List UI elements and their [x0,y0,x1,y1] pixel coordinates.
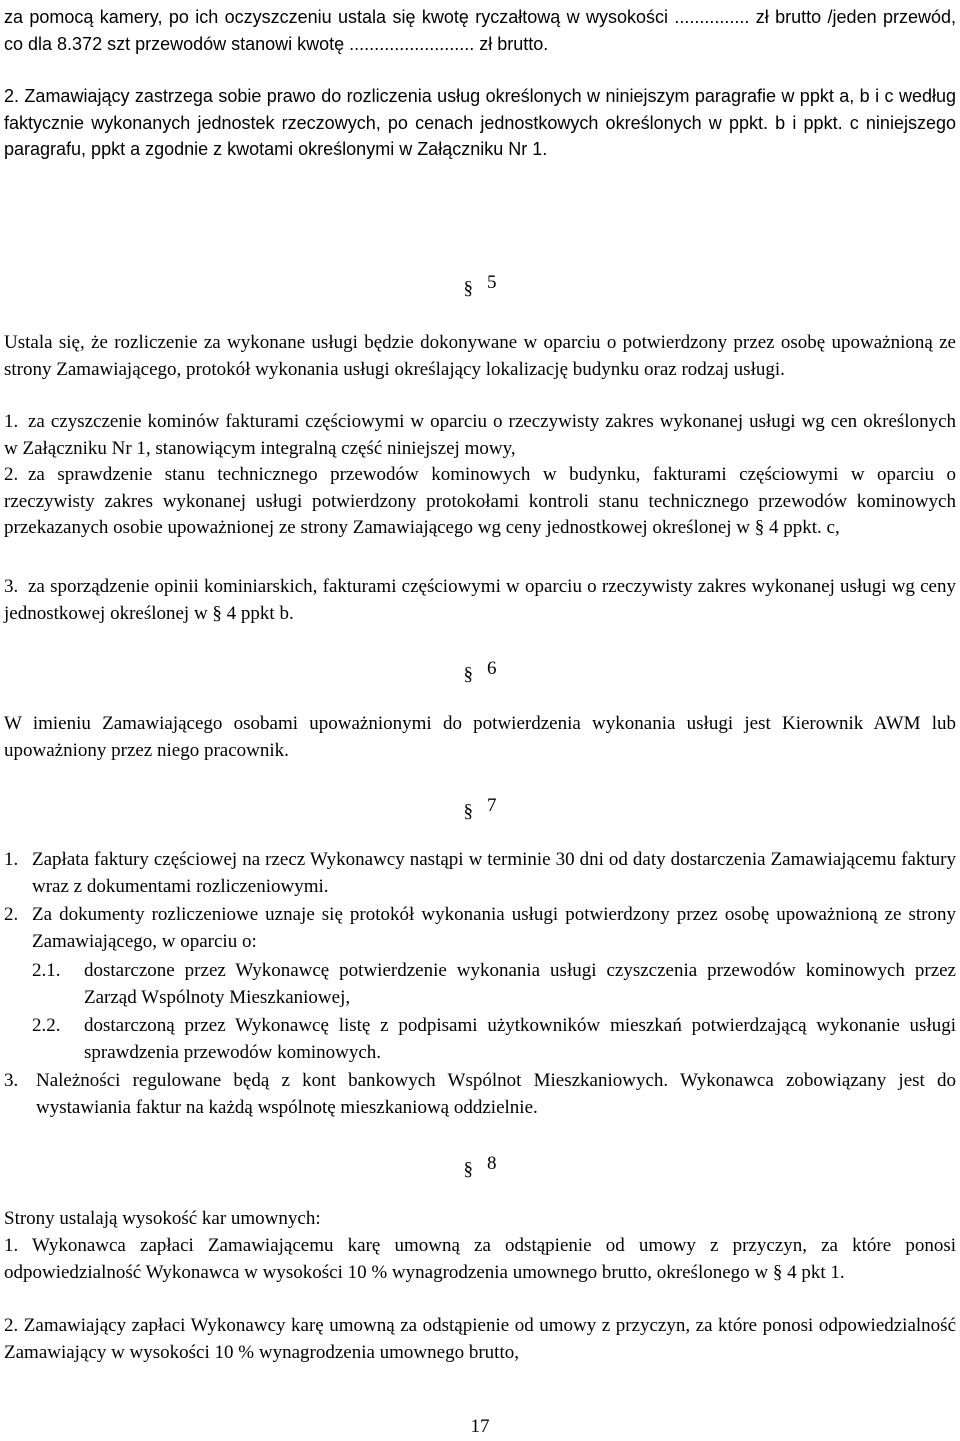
section-number: 7 [487,795,497,816]
s5-intro: Ustala się, że rozliczenie za wykonane usługi będzie dokonywane w oparciu o potwierdzony przez osobę upoważnioną ze strony Zamawiającego, protokół wykonania usługi określający lokalizację budynku oraz rodzaj usługi. [4,332,956,380]
s7-item-2-number: 2. [4,904,19,925]
section-heading-6 [0,656,960,683]
s7-item-3-number: 3. [4,1070,19,1091]
s7-item-2-2-text: dostarczoną przez Wykonawcę listę z podpisami użytkowników mieszkań potwierdzającą wykonanie usługi sprawdzenia przewodów kominowych. [84,1015,956,1063]
s5-item-2-text: za sprawdzenie stanu technicznego przewodów kominowych w budynku, fakturami częściowymi w oparciu o rzeczywisty zakres wykonanej usługi potwierdzony protokołami kontroli stanu technicznego przewodów kominowych przekazanych osobie upoważnionej ze strony Zamawiającego wg ceny jednostkowej określonej w § 4 ppkt. c, [4,464,956,538]
s5-item-1-text: za czyszczenie kominów fakturami częściowymi w oparciu o rzeczywisty zakres wykonanej usługi wg cen określonych w Załączniku Nr 1, stanowiącym integralną część niniejszej mowy, [4,411,956,459]
s5-item-2-number: 2. [4,464,19,485]
s7-item-1-number: 1. [4,849,19,870]
s5-item-1 [4,409,956,462]
s8-item-2: 2. Zamawiający zapłaci Wykonawcy karę umowną za odstąpienie od umowy z przyczyn, za które ponosi odpowiedzialność Zamawiający w wysokości 10 % wynagrodzenia umownego brutto, [4,1315,956,1363]
section-heading-8 [0,1151,960,1178]
s5-item-3 [4,574,956,627]
section-number: 8 [487,1153,497,1174]
s8-item-1: 1. Wykonawca zapłaci Zamawiającemu karę umowną za odstąpienie od umowy z przyczyn, za które ponosi odpowiedzialność Wykonawca w wysokości 10 % wynagrodzenia umownego brutto, określonego w § 4 pkt 1. [4,1235,956,1283]
section-heading-5 [0,270,960,297]
section-heading-7 [0,793,960,820]
section-number: 5 [487,272,497,293]
paragraph-continuation: za pomocą kamery, po ich oczyszczeniu ustala się kwotę ryczałtową w wysokości ............... zł brutto /jeden przewód, co dla 8.372 szt przewodów stanowi kwotę ......................... zł brutto. [4,7,956,54]
s7-item-3-text: Należności regulowane będą z kont bankowych Wspólnot Mieszkaniowych. Wykonawca zobowiązany jest do wystawiania faktur na każdą wspólnotę mieszkaniową oddzielnie. [36,1070,956,1118]
page-number: 17 [470,1416,490,1437]
s8-intro: Strony ustalają wysokość kar umownych: [4,1208,321,1229]
s7-item-2-1-text: dostarczone przez Wykonawcę potwierdzenie wykonania usługi czyszczenia przewodów kominowych przez Zarząd Wspólnoty Mieszkaniowej, [84,960,956,1008]
s5-item-3-number: 3. [4,576,19,597]
s7-item-1 [4,847,956,900]
section-symbol: § [463,1159,473,1180]
s7-item-2-text: Za dokumenty rozliczeniowe uznaje się protokół wykonania usługi potwierdzony przez osobę upoważnioną ze strony Zamawiającego, w oparciu o: [32,904,956,952]
s7-item-2-2-number: 2.2. [32,1015,61,1036]
section-symbol: § [463,278,473,299]
paragraph-item-2: 2. Zamawiający zastrzega sobie prawo do rozliczenia usług określonych w niniejszym paragrafie w ppkt a, b i c według faktycznie wykonanych jednostek rzeczowych, po cenach jednostkowych określonych w ppkt. b i ppkt. c niniejszego paragrafu, ppkt a zgodnie z kwotami określonymi w Załączniku Nr 1. [4,86,956,159]
section-symbol: § [463,801,473,822]
s7-item-2-2 [32,1013,956,1066]
s6-text: W imieniu Zamawiającego osobami upoważnionymi do potwierdzenia wykonania usługi jest Kierownik AWM lub upoważniony przez niego pracownik. [4,713,956,761]
s7-item-2 [4,902,956,955]
section-symbol: § [463,664,473,685]
s7-item-2-1 [32,958,956,1011]
s5-item-1-number: 1. [4,411,19,432]
section-number: 6 [487,658,497,679]
s7-item-3 [4,1068,956,1121]
s5-item-3-text: za sporządzenie opinii kominiarskich, fakturami częściowymi w oparciu o rzeczywisty zakres wykonanej usługi wg ceny jednostkowej określonej w § 4 ppkt b. [4,576,956,624]
s7-item-1-text: Zapłata faktury częściowej na rzecz Wykonawcy nastąpi w terminie 30 dni od daty dostarczenia Zamawiającemu faktury wraz z dokumentami rozliczeniowymi. [32,849,956,897]
s5-item-2 [4,462,956,542]
s7-item-2-1-number: 2.1. [32,960,61,981]
